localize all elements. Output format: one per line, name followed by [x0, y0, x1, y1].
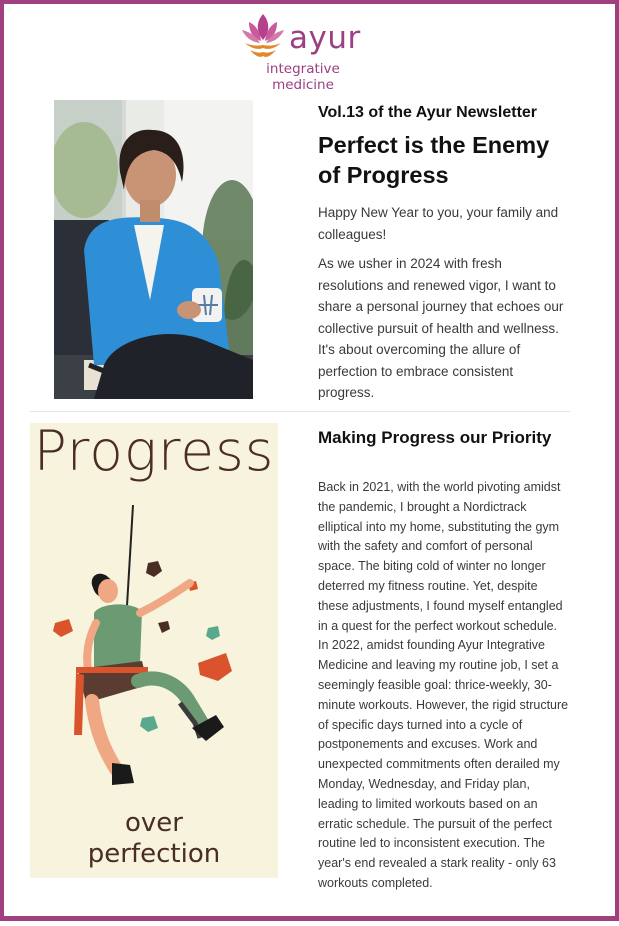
poster-word-perfection: perfection	[87, 839, 221, 869]
progress-poster	[30, 423, 278, 878]
newsletter-volume: Vol.13 of the Ayur Newsletter	[318, 104, 538, 121]
author-photo	[54, 100, 253, 399]
poster-word-progress: Progress	[33, 423, 275, 483]
ayur-logo[interactable]	[238, 12, 378, 93]
section-body: Back in 2021, with the world pivoting amidst the pandemic, I brought a Nordictrack elliptical into my home, substituting the gym with the safety and comfort of personal space. The biting cold of winter no longer deterred my fitness routine. Yet, despite these adjustments, I found myself entangled in a quest for the perfect workout schedule. In 2022, amidst founding Ayur Integrative Medicine and leaving my routine job, I set a seemingly feasible goal: thrice-weekly, 30-minute workouts. However, the rigid structure of specific days turned into a cycle of postponements and excuses. Work and unexpected commitments often derailed my Monday, Wednesday, and Friday plan, leading to limited workouts based on an erratic schedule. The pursuit of the perfect routine led to inconsistent execution. The year's end revealed a stark reality - only 63 workouts completed.	[318, 480, 569, 890]
section-heading: Making Progress our Priority	[318, 428, 552, 447]
poster-word-over: over	[125, 808, 183, 838]
page-title: Perfect is the Enemy of Progress	[318, 132, 550, 188]
intro-paragraph-2: As we usher in 2024 with fresh resolutions and renewed vigor, I want to share a personal journey that echoes our collective pursuit of health and wellness. It's about overcoming the allure of perfection to embrace consistent progress.	[318, 256, 564, 400]
brand-tagline: integrative medicine	[266, 61, 340, 93]
lotus-icon	[240, 12, 286, 60]
brand-name: ayur	[289, 20, 361, 56]
section-divider	[30, 411, 570, 412]
intro-paragraph-1: Happy New Year to you, your family and colleagues!	[318, 205, 559, 242]
